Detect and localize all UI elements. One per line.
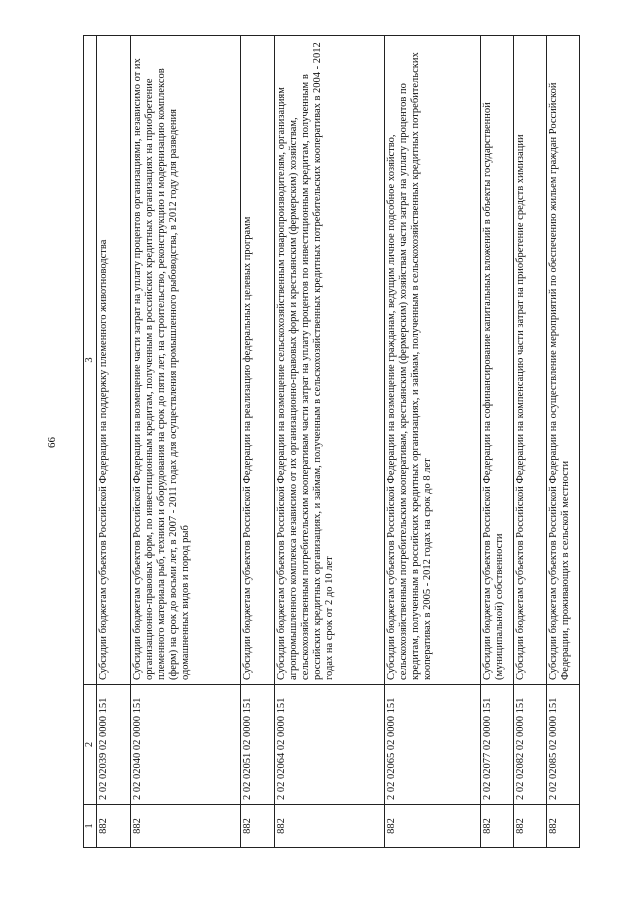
admin-code-cell: 882: [241, 805, 275, 848]
description-cell: Субсидии бюджетам субъектов Российской Федерации на компенсацию части затрат на приобретение средств химизации: [514, 36, 547, 685]
table-row: [97, 36, 131, 848]
admin-code-cell: 882: [385, 805, 481, 848]
table-row: [131, 36, 241, 848]
table-row: [481, 36, 514, 848]
table-row: [275, 36, 385, 848]
budget-code-cell: 2 02 02051 02 0000 151: [241, 685, 275, 805]
admin-code-cell: 882: [547, 805, 580, 848]
table-row: [241, 36, 275, 848]
description-cell: Субсидии бюджетам субъектов Российской Федерации на реализацию федеральных целевых программ: [241, 36, 275, 685]
table-row: [385, 36, 481, 848]
description-cell: Субсидии бюджетам субъектов Российской Федерации на возмещение части затрат на уплату процентов организациями, независимо от их организационно-правовых форм, по инвестиционным кредитам, полученным в российских кредитных организациях на приобретение племенного материала рыб, техники и оборудования на срок до пяти лет, на строительство, реконструкцию и модернизацию комплексов (ферм) на срок до восьми лет, в 2007 - 2011 годах для осуществления промышленного рыбоводства, в 2012 году для разведения одомашненных видов и пород рыб: [131, 36, 241, 685]
budget-code-cell: 2 02 02085 02 0000 151: [547, 685, 580, 805]
budget-code-cell: 2 02 02064 02 0000 151: [275, 685, 385, 805]
column-header-3: 3: [84, 36, 97, 685]
description-cell: Субсидии бюджетам субъектов Российской Федерации на софинансирование капитальных вложений в объекты государственной (муниципальной) собственности: [481, 36, 514, 685]
budget-code-cell: 2 02 02077 02 0000 151: [481, 685, 514, 805]
admin-code-cell: 882: [275, 805, 385, 848]
column-header-2: 2: [84, 685, 97, 805]
budget-code-cell: 2 02 02040 02 0000 151: [131, 685, 241, 805]
description-cell: Субсидии бюджетам субъектов Российской Федерации на осуществление мероприятий по обеспечению жильем граждан Российской Федерации, проживающих в сельской местности: [547, 36, 580, 685]
budget-code-cell: 2 02 02082 02 0000 151: [514, 685, 547, 805]
table-header-row: [84, 36, 97, 848]
description-cell: Субсидии бюджетам субъектов Российской Федерации на возмещение сельскохозяйственным товаропроизводителям, организациям агропромышленного комплекса независимо от их организационно-правовых форм и крестьянским (фермерским) хозяйствам, сельскохозяйственным потребительским кооперативам части затрат на уплату процентов по инвестиционным кредитам, полученным в российских кредитных организациях, и займам, полученным в сельскохозяйственных кредитных потребительских кооперативах в 2004 - 2012 годах на срок от 2 до 10 лет: [275, 36, 385, 685]
column-header-1: 1: [84, 805, 97, 848]
description-cell: Субсидии бюджетам субъектов Российской Федерации на поддержку племенного животноводства: [97, 36, 131, 685]
admin-code-cell: 882: [481, 805, 514, 848]
description-cell: Субсидии бюджетам субъектов Российской Федерации на возмещение гражданам, ведущим личное подсобное хозяйство, сельскохозяйственным потребительским кооперативам, крестьянским (фермерским) хозяйствам части затрат на уплату процентов по кредитам, полученным в российских кредитных организациях, и займам, полученным в сельскохозяйственных кредитных потребительских кооперативах в 2005 - 2012 годах на срок до 8 лет: [385, 36, 481, 685]
budget-code-cell: 2 02 02065 02 0000 151: [385, 685, 481, 805]
budget-code-cell: 2 02 02039 02 0000 151: [97, 685, 131, 805]
rotated-table-container: [83, 36, 571, 848]
admin-code-cell: 882: [514, 805, 547, 848]
admin-code-cell: 882: [97, 805, 131, 848]
page-number: 66: [46, 437, 58, 448]
revenue-codes-table: [83, 35, 580, 848]
admin-code-cell: 882: [131, 805, 241, 848]
table-row: [547, 36, 580, 848]
table-row: [514, 36, 547, 848]
